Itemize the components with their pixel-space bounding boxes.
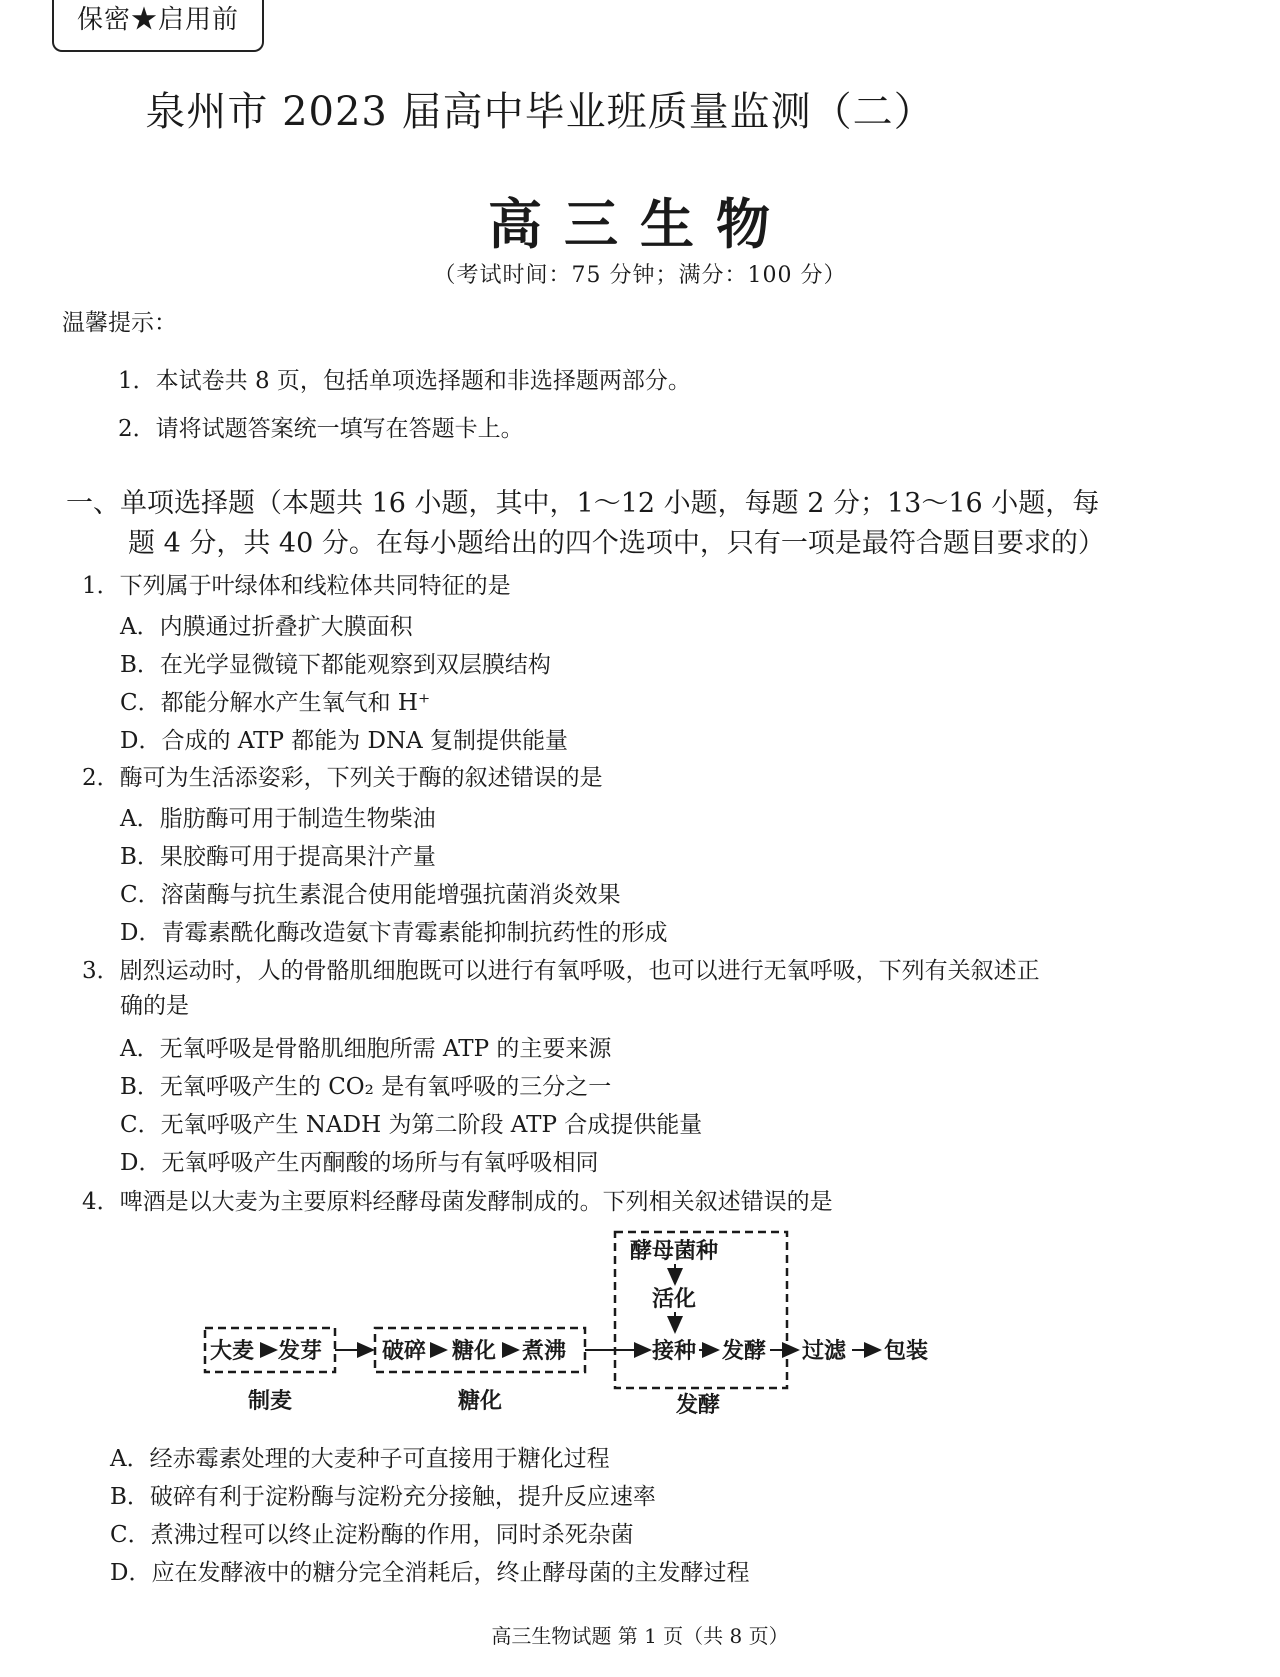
option: A．脂肪酶可用于制造生物柴油 xyxy=(120,806,436,832)
question-stem: 1．下列属于叶绿体和线粒体共同特征的是 xyxy=(82,573,511,599)
node-inoculate: 接种 xyxy=(652,1339,697,1364)
node-filter: 过滤 xyxy=(802,1339,847,1364)
option: A．无氧呼吸是骨骼肌细胞所需 ATP 的主要来源 xyxy=(120,1036,612,1062)
node-activate: 活化 xyxy=(652,1287,697,1312)
option: C．煮沸过程可以终止淀粉酶的作用，同时杀死杂菌 xyxy=(110,1522,634,1548)
option: D．合成的 ATP 都能为 DNA 复制提供能量 xyxy=(120,728,569,754)
tip-item: 1．本试卷共 8 页，包括单项选择题和非选择题两部分。 xyxy=(118,368,691,394)
subject-title: 高三生物 xyxy=(488,192,792,256)
section-heading xyxy=(66,484,1136,564)
node-ferment: 发酵 xyxy=(722,1339,767,1364)
node-yeast: 酵母菌种 xyxy=(630,1239,719,1264)
node-saccharify: 糖化 xyxy=(452,1339,497,1364)
option: B．在光学显微镜下都能观察到双层膜结构 xyxy=(120,652,551,678)
option: D．应在发酵液中的糖分完全消耗后，终止酵母菌的主发酵过程 xyxy=(110,1560,750,1586)
question-stem: 3．剧烈运动时，人的骨骼肌细胞既可以进行有氧呼吸，也可以进行无氧呼吸，下列有关叙述正 xyxy=(82,958,1040,984)
group-label-malting: 制麦 xyxy=(248,1389,293,1414)
option: D．无氧呼吸产生丙酮酸的场所与有氧呼吸相同 xyxy=(120,1150,599,1176)
option: B．果胶酶可用于提高果汁产量 xyxy=(120,844,436,870)
confidential-stamp: 保密★启用前 xyxy=(52,0,264,52)
node-barley: 大麦 xyxy=(210,1339,255,1364)
section-line-1: 一、单项选择题（本题共 16 小题，其中，1～12 小题，每题 2 分；13～16 小题，每 xyxy=(66,488,1100,519)
option: C．都能分解水产生氧气和 H⁺ xyxy=(120,690,431,716)
question-stem-continued: 确的是 xyxy=(120,993,189,1019)
node-package: 包装 xyxy=(884,1339,929,1364)
tip-item: 2．请将试题答案统一填写在答题卡上。 xyxy=(118,416,524,442)
option: C．溶菌酶与抗生素混合使用能增强抗菌消炎效果 xyxy=(120,882,621,908)
option: D．青霉素酰化酶改造氨卞青霉素能抑制抗药性的形成 xyxy=(120,920,668,946)
group-label-saccharification: 糖化 xyxy=(458,1389,503,1414)
section-line-2: 题 4 分，共 40 分。在每小题给出的四个选项中，只有一项是最符合题目要求的） xyxy=(128,528,1105,559)
node-boil: 煮沸 xyxy=(522,1339,567,1364)
option: A．内膜通过折叠扩大膜面积 xyxy=(120,614,413,640)
beer-process-diagram xyxy=(190,1230,970,1420)
question-stem: 2．酶可为生活添姿彩，下列关于酶的叙述错误的是 xyxy=(82,765,603,791)
option: B．破碎有利于淀粉酶与淀粉充分接触，提升反应速率 xyxy=(110,1484,656,1510)
exam-title: 泉州市 2023 届高中毕业班质量监测（二） xyxy=(145,89,935,135)
page-footer: 高三生物试题 第 1 页（共 8 页） xyxy=(491,1624,789,1648)
node-crush: 破碎 xyxy=(382,1339,427,1364)
option: B．无氧呼吸产生的 CO₂ 是有氧呼吸的三分之一 xyxy=(120,1074,612,1100)
option: C．无氧呼吸产生 NADH 为第二阶段 ATP 合成提供能量 xyxy=(120,1112,703,1138)
group-label-fermentation: 发酵 xyxy=(676,1393,721,1418)
option: A．经赤霉素处理的大麦种子可直接用于糖化过程 xyxy=(110,1446,610,1472)
exam-info: （考试时间：75 分钟；满分：100 分） xyxy=(433,263,847,288)
tips-heading: 温馨提示： xyxy=(62,310,177,336)
node-sprout: 发芽 xyxy=(278,1339,323,1364)
question-stem: 4．啤酒是以大麦为主要原料经酵母菌发酵制成的。下列相关叙述错误的是 xyxy=(82,1189,833,1215)
